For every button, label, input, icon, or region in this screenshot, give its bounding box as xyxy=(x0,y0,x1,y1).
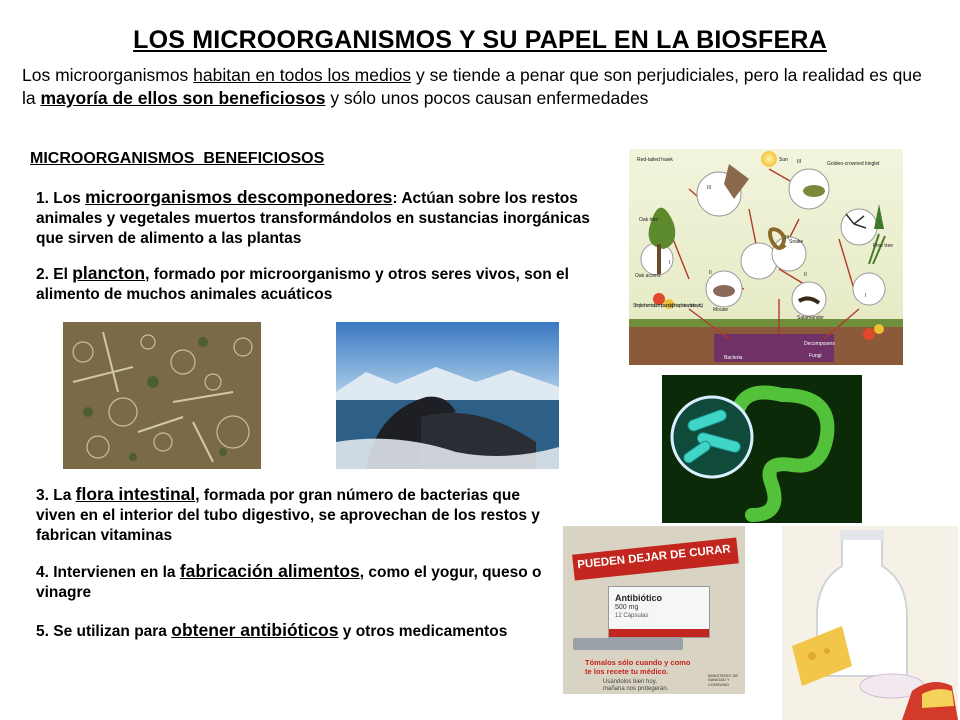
item-prefix: 4. Intervienen en la xyxy=(36,564,180,581)
item-keyword: microorganismos descomponedores xyxy=(85,187,393,207)
food-web-label: Simple chemical compounds (phosphates, nitrates, etc.) xyxy=(633,303,703,309)
poster-footnote-line: Usándolos bien hoy, xyxy=(603,679,657,685)
food-web-label: Snake xyxy=(789,239,804,245)
food-web-label: I xyxy=(669,260,671,266)
list-item-plankton xyxy=(36,262,576,305)
page-title: LOS MICROORGANISMOS Y SU PAPEL EN LA BIOSFERA xyxy=(133,26,827,54)
food-web-image xyxy=(629,149,903,365)
food-web-label: Decomposers xyxy=(804,341,835,347)
item-text: : Actúan sobre los restos animales y vegetales muertos transformándolos en sustancias inorgánicas que sirven de alimento a las plantas xyxy=(36,190,590,247)
intro-underline-beneficial: mayoría de ellos son beneficiosos xyxy=(40,88,326,109)
intro-text: y se tiende a penar que son perjudiciales, pero la realidad es que la xyxy=(22,65,922,109)
antibiotic-box-caps: 12 Cápsulas xyxy=(615,613,649,619)
intestinal-flora-image xyxy=(662,375,862,523)
food-web-illustration xyxy=(629,149,903,365)
poster-message xyxy=(585,658,690,676)
dairy-illustration xyxy=(782,526,958,720)
item-prefix: 3. La xyxy=(36,487,76,504)
item-prefix: 1. Los xyxy=(36,190,86,207)
list-item-food xyxy=(36,560,546,603)
dairy-products-image xyxy=(782,526,958,720)
item-text: , como el yogur, queso o vinagre xyxy=(36,564,542,601)
antibiotic-box xyxy=(608,586,710,638)
food-web-label: Oak tree xyxy=(639,217,659,223)
item-prefix: 5. Se utilizan para xyxy=(36,623,172,640)
antibiotic-box-name: Antibiótico xyxy=(615,593,662,603)
food-web-label: Red-tailed hawk xyxy=(637,157,673,163)
food-web-label: Pine tree xyxy=(873,243,894,249)
poster-message-line: te los recete tu médico. xyxy=(585,667,669,676)
food-web-label: Salamander xyxy=(797,315,824,321)
food-web-label: III xyxy=(707,185,712,191)
pill-blister xyxy=(573,638,683,650)
item-prefix: 2. El xyxy=(36,266,73,283)
intro-paragraph xyxy=(22,64,927,111)
food-web-label: Mouse xyxy=(713,307,729,313)
antibiotic-poster-image xyxy=(563,526,745,694)
food-web-label: III xyxy=(797,159,802,165)
intro-text: Los microorganismos xyxy=(22,65,194,85)
food-web-label: II xyxy=(804,272,807,278)
antibiotic-box-dose: 500 mg xyxy=(615,604,639,611)
food-web-label: II xyxy=(709,270,712,276)
item-keyword: plancton xyxy=(72,263,146,283)
poster-footnote-line: mañana nos protegerán. xyxy=(603,685,669,692)
intestine-illustration xyxy=(662,375,862,523)
item-keyword: fabricación alimentos xyxy=(179,561,360,581)
item-text: y otros medicamentos xyxy=(338,623,508,640)
intro-text: y sólo unos pocos causan enfermedades xyxy=(325,88,649,109)
plankton-image xyxy=(63,322,261,469)
item-text: , formado por microorganismo y otros seres vivos, son el alimento de muchos animales acuáticos xyxy=(36,266,569,303)
food-web-label: Fungi xyxy=(809,353,822,359)
list-item-intestinal-flora xyxy=(36,483,556,545)
plankton-illustration xyxy=(63,322,261,469)
food-web-label: Golden-crowned kinglet xyxy=(827,161,880,167)
list-item-antibiotics xyxy=(36,619,536,642)
food-web-label: Sun xyxy=(779,157,788,163)
food-web-label: Oak acorns xyxy=(635,273,661,279)
intro-underline-habitat: habitan en todos los medios xyxy=(193,65,412,85)
whale-image xyxy=(336,322,559,469)
list-item-decomposers xyxy=(36,186,611,248)
whale-illustration xyxy=(336,322,559,469)
item-keyword: obtener antibióticos xyxy=(171,620,339,640)
poster-footnote xyxy=(603,679,668,693)
section-subtitle: MICROORGANISMOS BENEFICIOSOS xyxy=(30,150,325,167)
poster-message-line: Tómalos sólo cuando y como xyxy=(585,658,691,667)
ministry-logo: MINISTERIO DE SANIDAD Y CONSUMO xyxy=(708,673,739,687)
item-keyword: flora intestinal xyxy=(75,484,196,504)
poster-banner-text: PUEDEN DEJAR DE CURAR xyxy=(576,543,732,572)
sun-icon xyxy=(761,151,777,167)
food-web-label: III xyxy=(785,235,790,241)
food-web-label: I xyxy=(865,293,867,299)
item-text: , formada por gran número de bacterias que viven en el interior del tubo digestivo, se aprovechan de los restos y fabrican vitaminas xyxy=(36,487,540,544)
food-web-label: Bacteria xyxy=(724,355,743,361)
